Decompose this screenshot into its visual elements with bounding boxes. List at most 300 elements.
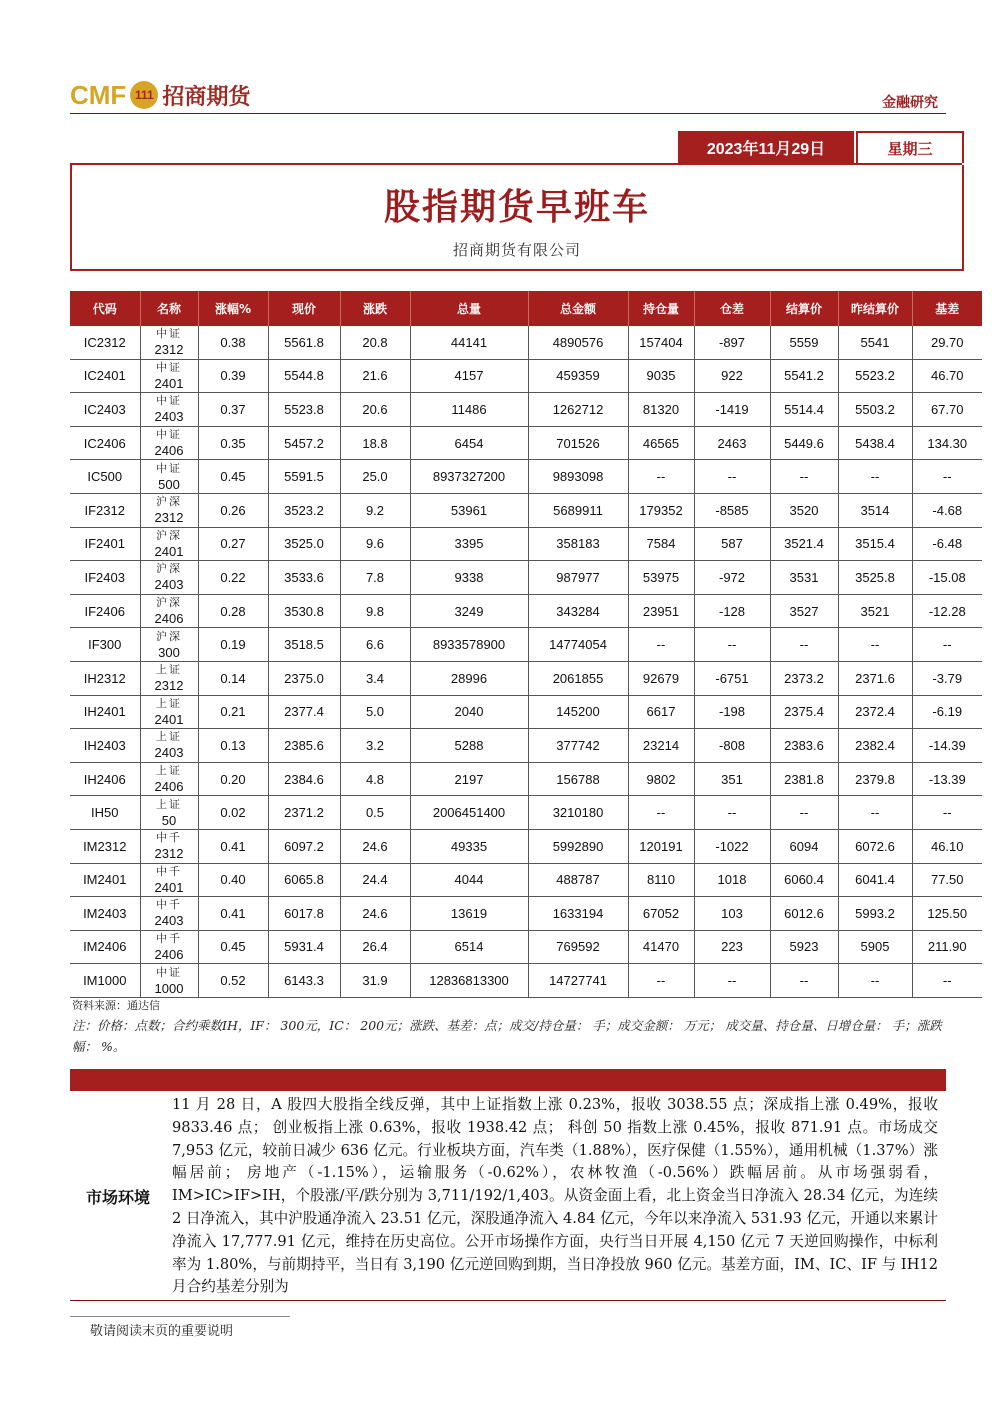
table-row: [70, 661, 982, 695]
table-cell: 179352: [628, 493, 694, 527]
table-cell: 6060.4: [770, 863, 838, 897]
table-cell: 0.5: [340, 796, 410, 830]
table-cell: 3531: [770, 561, 838, 595]
contract-name: [140, 527, 198, 561]
table-cell: 0.22: [198, 561, 268, 595]
table-cell: 358183: [528, 527, 628, 561]
table-cell: -808: [694, 729, 770, 763]
column-header: 结算价: [770, 291, 838, 326]
table-cell: 0.13: [198, 729, 268, 763]
contract-code: IF300: [70, 628, 140, 662]
table-cell: 6065.8: [268, 863, 340, 897]
table-cell: 0.45: [198, 460, 268, 494]
table-cell: 5689911: [528, 493, 628, 527]
futures-quote-table: [70, 291, 982, 998]
table-cell: 3210180: [528, 796, 628, 830]
table-cell: -897: [694, 326, 770, 359]
contract-name: [140, 326, 198, 359]
table-cell: 20.6: [340, 393, 410, 427]
table-cell: 3533.6: [268, 561, 340, 595]
contract-name-month: 2312: [154, 678, 184, 694]
contract-code: IC2312: [70, 326, 140, 359]
table-cell: 0.38: [198, 326, 268, 359]
report-weekday: 星期三: [856, 131, 964, 163]
contract-name: [140, 561, 198, 595]
table-cell: 13619: [410, 897, 528, 931]
table-cell: --: [770, 628, 838, 662]
table-cell: -3.79: [912, 661, 982, 695]
table-cell: 2463: [694, 426, 770, 460]
table-cell: 28996: [410, 661, 528, 695]
contract-name-month: 2403: [154, 913, 184, 929]
table-cell: 67.70: [912, 393, 982, 427]
table-cell: 24.4: [340, 863, 410, 897]
table-cell: --: [628, 460, 694, 494]
table-cell: 5993.2: [838, 897, 912, 931]
contract-name-month: 500: [158, 476, 180, 492]
contract-code: IF2403: [70, 561, 140, 595]
contract-code: IC2403: [70, 393, 140, 427]
table-cell: 2061855: [528, 661, 628, 695]
table-cell: 0.26: [198, 493, 268, 527]
table-cell: 0.19: [198, 628, 268, 662]
contract-name-index: 上证: [156, 663, 182, 677]
table-cell: 44141: [410, 326, 528, 359]
table-cell: 24.6: [340, 829, 410, 863]
logo-cn: 招商期货: [162, 84, 251, 110]
units-note: 注：价格：点数；合约乘数IH，IF： 300元，IC： 200元；涨跌、基差：点；成交/持仓量： 手；成交金额： 万元； 成交量、持仓量、日增仓量： 手；涨跌幅： %。: [72, 1018, 942, 1054]
table-cell: 922: [694, 359, 770, 393]
table-cell: 46565: [628, 426, 694, 460]
table-cell: 6143.3: [268, 964, 340, 998]
table-cell: 6514: [410, 930, 528, 964]
table-row: [70, 460, 982, 494]
table-cell: 6097.2: [268, 829, 340, 863]
table-cell: 377742: [528, 729, 628, 763]
table-cell: 41470: [628, 930, 694, 964]
table-cell: 0.28: [198, 594, 268, 628]
column-header: 仓差: [694, 291, 770, 326]
contract-name-month: 2403: [154, 409, 184, 425]
table-cell: 24.6: [340, 897, 410, 931]
table-cell: 211.90: [912, 930, 982, 964]
table-cell: 9035: [628, 359, 694, 393]
contract-code: IC2401: [70, 359, 140, 393]
logo-en: CMF: [70, 79, 127, 110]
column-header: 涨跌: [340, 291, 410, 326]
source-note: 资料来源：通达信: [72, 999, 160, 1012]
table-cell: 5931.4: [268, 930, 340, 964]
column-header: 名称: [140, 291, 198, 326]
column-header: 代码: [70, 291, 140, 326]
table-cell: 67052: [628, 897, 694, 931]
contract-name-index: 中证: [156, 965, 182, 979]
table-cell: 6041.4: [838, 863, 912, 897]
table-cell: 3515.4: [838, 527, 912, 561]
table-header-row: [70, 291, 982, 326]
table-cell: -15.08: [912, 561, 982, 595]
table-row: [70, 897, 982, 931]
table-cell: -6751: [694, 661, 770, 695]
contract-name-index: 沪深: [156, 528, 182, 542]
contract-code: IM2406: [70, 930, 140, 964]
table-cell: --: [838, 628, 912, 662]
table-cell: 92679: [628, 661, 694, 695]
table-cell: 0.20: [198, 762, 268, 796]
table-cell: 49335: [410, 829, 528, 863]
table-row: [70, 561, 982, 595]
table-cell: 0.52: [198, 964, 268, 998]
contract-name: [140, 729, 198, 763]
table-cell: 5541: [838, 326, 912, 359]
table-cell: 77.50: [912, 863, 982, 897]
table-cell: 125.50: [912, 897, 982, 931]
contract-name-index: 上证: [156, 764, 182, 778]
table-cell: 11486: [410, 393, 528, 427]
table-cell: --: [912, 628, 982, 662]
contract-name-month: 2406: [154, 443, 184, 459]
table-cell: 20.8: [340, 326, 410, 359]
table-cell: -6.48: [912, 527, 982, 561]
table-cell: 6.6: [340, 628, 410, 662]
table-cell: 587: [694, 527, 770, 561]
table-cell: 0.02: [198, 796, 268, 830]
table-row: [70, 527, 982, 561]
table-cell: 53975: [628, 561, 694, 595]
table-cell: 2371.6: [838, 661, 912, 695]
table-cell: 31.9: [340, 964, 410, 998]
table-cell: 5.0: [340, 695, 410, 729]
contract-code: IF2312: [70, 493, 140, 527]
table-body: [70, 326, 982, 997]
table-row: [70, 863, 982, 897]
table-cell: --: [694, 628, 770, 662]
contract-name-index: 中证: [156, 360, 182, 374]
table-cell: 14774054: [528, 628, 628, 662]
logo-badge-icon: 111: [130, 81, 158, 109]
contract-code: IH50: [70, 796, 140, 830]
table-cell: 6094: [770, 829, 838, 863]
table-cell: 3395: [410, 527, 528, 561]
contract-name-index: 沪深: [156, 596, 182, 610]
contract-code: IM2401: [70, 863, 140, 897]
table-cell: 0.21: [198, 695, 268, 729]
table-cell: 3249: [410, 594, 528, 628]
table-cell: 5561.8: [268, 326, 340, 359]
table-cell: 7.8: [340, 561, 410, 595]
table-cell: -972: [694, 561, 770, 595]
table-cell: 3.4: [340, 661, 410, 695]
table-cell: 156788: [528, 762, 628, 796]
table-cell: 5541.2: [770, 359, 838, 393]
contract-code: IH2406: [70, 762, 140, 796]
table-cell: 21.6: [340, 359, 410, 393]
table-cell: 5438.4: [838, 426, 912, 460]
contract-name-index: 沪深: [156, 562, 182, 576]
table-cell: --: [770, 460, 838, 494]
table-cell: --: [694, 460, 770, 494]
table-cell: 5559: [770, 326, 838, 359]
contract-name: [140, 695, 198, 729]
column-header: 总量: [410, 291, 528, 326]
contract-name-month: 2406: [154, 946, 184, 962]
table-cell: --: [628, 964, 694, 998]
table-cell: -128: [694, 594, 770, 628]
table-cell: 23214: [628, 729, 694, 763]
table-cell: 3.2: [340, 729, 410, 763]
table-cell: 351: [694, 762, 770, 796]
table-row: [70, 829, 982, 863]
table-cell: 701526: [528, 426, 628, 460]
table-row: [70, 359, 982, 393]
contract-code: IH2312: [70, 661, 140, 695]
table-cell: 9338: [410, 561, 528, 595]
table-cell: 157404: [628, 326, 694, 359]
table-cell: 9.6: [340, 527, 410, 561]
table-cell: 0.39: [198, 359, 268, 393]
contract-name: [140, 796, 198, 830]
table-cell: 0.41: [198, 829, 268, 863]
contract-name-month: 2401: [154, 711, 184, 727]
table-cell: -13.39: [912, 762, 982, 796]
table-cell: 0.41: [198, 897, 268, 931]
contract-name-month: 2312: [154, 846, 184, 862]
table-cell: 14727741: [528, 964, 628, 998]
table-cell: 5905: [838, 930, 912, 964]
table-cell: 2006451400: [410, 796, 528, 830]
table-cell: 6617: [628, 695, 694, 729]
contract-name-index: 中千: [156, 864, 182, 878]
table-cell: 5514.4: [770, 393, 838, 427]
contract-name: [140, 493, 198, 527]
table-cell: 5503.2: [838, 393, 912, 427]
contract-name: [140, 628, 198, 662]
table-cell: 1262712: [528, 393, 628, 427]
table-cell: --: [694, 796, 770, 830]
table-cell: 5288: [410, 729, 528, 763]
column-header: 基差: [912, 291, 982, 326]
section-bar: [70, 1069, 946, 1091]
table-cell: --: [912, 964, 982, 998]
table-row: [70, 326, 982, 359]
contract-code: IF2406: [70, 594, 140, 628]
section-bottom-rule: [70, 1300, 946, 1301]
table-cell: 3521: [838, 594, 912, 628]
contract-name-index: 中证: [156, 461, 182, 475]
contract-name: [140, 829, 198, 863]
table-cell: -12.28: [912, 594, 982, 628]
table-cell: 12836813300: [410, 964, 528, 998]
contract-name-month: 2401: [154, 879, 184, 895]
table-cell: 0.27: [198, 527, 268, 561]
table-cell: 2040: [410, 695, 528, 729]
contract-name-month: 2312: [154, 342, 184, 358]
contract-name: [140, 863, 198, 897]
table-cell: 5992890: [528, 829, 628, 863]
table-cell: 9802: [628, 762, 694, 796]
table-cell: 5923: [770, 930, 838, 964]
table-cell: 4.8: [340, 762, 410, 796]
contract-code: IC2406: [70, 426, 140, 460]
table-cell: 9893098: [528, 460, 628, 494]
contract-code: IH2401: [70, 695, 140, 729]
table-cell: --: [770, 964, 838, 998]
table-cell: 23951: [628, 594, 694, 628]
column-header: 昨结算价: [838, 291, 912, 326]
table-cell: 5523.8: [268, 393, 340, 427]
table-cell: 0.14: [198, 661, 268, 695]
table-cell: --: [912, 460, 982, 494]
contract-code: IH2403: [70, 729, 140, 763]
table-cell: --: [694, 964, 770, 998]
company-logo: [70, 78, 250, 112]
contract-name-index: 沪深: [156, 495, 182, 509]
table-cell: 9.8: [340, 594, 410, 628]
table-cell: 488787: [528, 863, 628, 897]
table-cell: 2375.4: [770, 695, 838, 729]
table-cell: 5523.2: [838, 359, 912, 393]
table-cell: 6017.8: [268, 897, 340, 931]
contract-code: IC500: [70, 460, 140, 494]
contract-name: [140, 930, 198, 964]
contract-name: [140, 964, 198, 998]
table-cell: -1022: [694, 829, 770, 863]
footer-rule: [70, 1316, 290, 1317]
table-cell: 343284: [528, 594, 628, 628]
table-cell: 2377.4: [268, 695, 340, 729]
table-cell: 2382.4: [838, 729, 912, 763]
table-cell: 7584: [628, 527, 694, 561]
table-cell: 3514: [838, 493, 912, 527]
contract-name-month: 2406: [154, 779, 184, 795]
table-cell: -8585: [694, 493, 770, 527]
table-cell: -4.68: [912, 493, 982, 527]
table-cell: 134.30: [912, 426, 982, 460]
table-cell: 2384.6: [268, 762, 340, 796]
table-cell: 1633194: [528, 897, 628, 931]
table-row: [70, 762, 982, 796]
table-cell: 5449.6: [770, 426, 838, 460]
table-cell: 6454: [410, 426, 528, 460]
contract-code: IM2312: [70, 829, 140, 863]
table-cell: 9.2: [340, 493, 410, 527]
table-cell: 2197: [410, 762, 528, 796]
report-date: 2023年11月29日: [678, 131, 854, 163]
table-row: [70, 964, 982, 998]
table-cell: 2379.8: [838, 762, 912, 796]
table-cell: 5591.5: [268, 460, 340, 494]
table-row: [70, 796, 982, 830]
table-cell: 2375.0: [268, 661, 340, 695]
table-cell: 4890576: [528, 326, 628, 359]
table-cell: 145200: [528, 695, 628, 729]
contract-name-month: 300: [158, 644, 180, 660]
table-cell: 81320: [628, 393, 694, 427]
table-cell: 6072.6: [838, 829, 912, 863]
table-cell: 29.70: [912, 326, 982, 359]
contract-name-index: 上证: [156, 797, 182, 811]
contract-name-month: 2312: [154, 510, 184, 526]
table-cell: 5457.2: [268, 426, 340, 460]
table-cell: --: [628, 628, 694, 662]
contract-name-index: 中千: [156, 831, 182, 845]
table-cell: 4044: [410, 863, 528, 897]
table-cell: 26.4: [340, 930, 410, 964]
contract-name-month: 2406: [154, 611, 184, 627]
table-cell: 3525.0: [268, 527, 340, 561]
column-header: 总金额: [528, 291, 628, 326]
table-cell: 459359: [528, 359, 628, 393]
table-cell: 103: [694, 897, 770, 931]
contract-name-index: 上证: [156, 696, 182, 710]
table-cell: 2372.4: [838, 695, 912, 729]
table-cell: 18.8: [340, 426, 410, 460]
table-row: [70, 628, 982, 662]
table-row: [70, 695, 982, 729]
contract-name: [140, 762, 198, 796]
table-cell: 5544.8: [268, 359, 340, 393]
header-rule: [70, 113, 946, 114]
market-environment-text: 11 月 28 日，A 股四大股指全线反弹，其中上证指数上涨 0.23%，报收 3038.55 点；深成指上涨 0.49%，报收 9833.46 点； 创业板指上涨 0.63%，报收 1938.42 点； 科创 50 指数上涨 0.45%，报收 871.91 点。市场成交 7,953 亿元，较前日减少 636 亿元。行业板块方面，汽车类（1.88%），医疗保健（1.55%），通用机械（1.37%）涨幅居前； 房地产（-1.15%），运输服务（-0.62%），农林牧渔（-0.56%）跌幅居前。从市场强弱看，IM>IC>IF>IH，个股涨/平/跌分别为 3,711/192/1,403。从资金面上看，北上资金当日净流入 28.34 亿元，为连续 2 日净流入，其中沪股通净流入 23.51 亿元，深股通净流入 4.84 亿元，今年以来净流入 531.93 亿元，开通以来累计净流入 17,777.91 亿元，维持在历史高位。公开市场操作方面，央行当日开展 4,150 亿元 7 天逆回购操作，中标利率为 1.80%，与前期持平，当日有 3,190 亿元逆回购到期，当日净投放 960 亿元。基差方面，IM、IC、IF 与 IH12 月合约基差分别为: [172, 1096, 938, 1296]
contract-code: IM2403: [70, 897, 140, 931]
table-cell: 3527: [770, 594, 838, 628]
table-cell: 223: [694, 930, 770, 964]
table-row: [70, 594, 982, 628]
corner-label: 金融研究: [882, 95, 938, 111]
contract-name-index: 中证: [156, 428, 182, 442]
contract-name: [140, 594, 198, 628]
contract-name-month: 1000: [154, 980, 184, 996]
table-row: [70, 493, 982, 527]
table-cell: 3530.8: [268, 594, 340, 628]
table-cell: --: [628, 796, 694, 830]
contract-name-month: 50: [161, 812, 177, 828]
table-cell: 53961: [410, 493, 528, 527]
table-cell: -14.39: [912, 729, 982, 763]
contract-name-month: 2403: [154, 577, 184, 593]
contract-name: [140, 897, 198, 931]
table-cell: 2385.6: [268, 729, 340, 763]
table-cell: 2373.2: [770, 661, 838, 695]
contract-name: [140, 460, 198, 494]
table-cell: 2371.2: [268, 796, 340, 830]
page-title: 股指期货早班车: [383, 186, 650, 228]
table-row: [70, 930, 982, 964]
table-row: [70, 426, 982, 460]
table-cell: 2381.8: [770, 762, 838, 796]
table-row: [70, 393, 982, 427]
table-cell: 46.10: [912, 829, 982, 863]
table-cell: -1419: [694, 393, 770, 427]
contract-name-index: 中证: [156, 327, 182, 341]
table-cell: 8110: [628, 863, 694, 897]
table-cell: --: [838, 796, 912, 830]
table-cell: 120191: [628, 829, 694, 863]
table-cell: 987977: [528, 561, 628, 595]
contract-name-month: 2403: [154, 745, 184, 761]
title-box: [70, 165, 964, 271]
table-cell: 25.0: [340, 460, 410, 494]
table-cell: --: [838, 460, 912, 494]
table-cell: 0.35: [198, 426, 268, 460]
column-header: 持仓量: [628, 291, 694, 326]
footer-note: 敬请阅读末页的重要说明: [90, 1324, 234, 1339]
contract-name-index: 中千: [156, 931, 182, 945]
contract-code: IM1000: [70, 964, 140, 998]
contract-name: [140, 393, 198, 427]
contract-name-month: 2401: [154, 375, 184, 391]
table-cell: -6.19: [912, 695, 982, 729]
